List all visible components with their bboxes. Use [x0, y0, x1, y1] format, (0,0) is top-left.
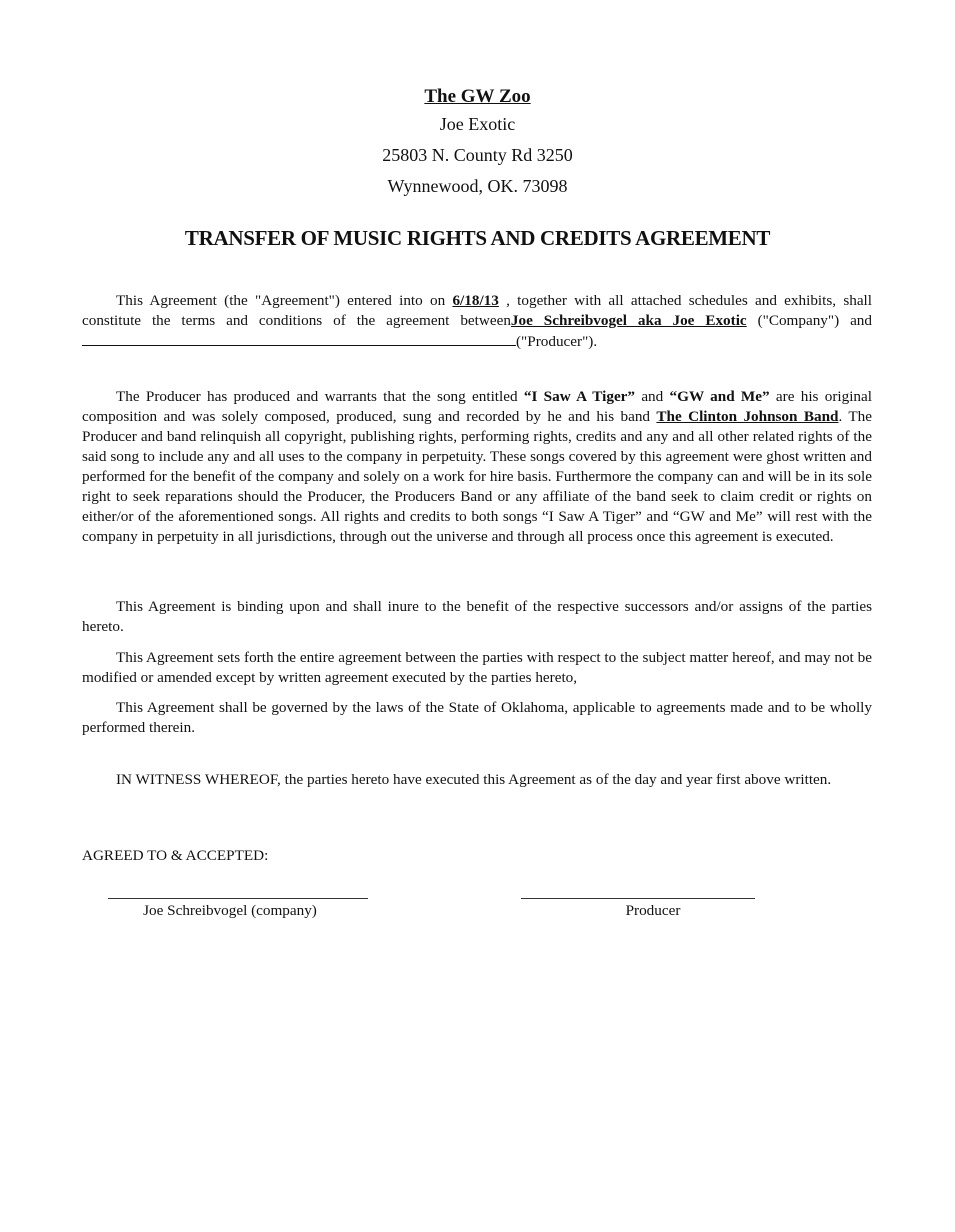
rights-text-3: are his original composition and was solely composed, produced, sung and recorded by he and his band [82, 388, 872, 425]
witness-paragraph [82, 770, 872, 790]
witness-text: IN WITNESS WHEREOF, the parties hereto have executed this Agreement as of the day and year first above written. [116, 771, 832, 788]
rights-text-1: The Producer has produced and warrants that the song entitled [116, 388, 524, 405]
entire-agreement-paragraph [82, 648, 872, 688]
intro-text-4: ("Producer"). [516, 333, 598, 350]
company-signature-label: Joe Schreibvogel (company) [143, 902, 317, 919]
company-name: Joe Schreibvogel aka Joe Exotic [510, 312, 747, 329]
rights-paragraph [82, 387, 872, 547]
street-address: 25803 N. County Rd 3250 [382, 145, 573, 165]
governing-law-paragraph [82, 698, 872, 738]
organization-name: The GW Zoo [424, 86, 531, 107]
binding-paragraph [82, 597, 872, 637]
intro-text-1: This Agreement (the "Agreement") entered into on [116, 292, 453, 309]
city-state-zip: Wynnewood, OK. 73098 [387, 176, 568, 196]
song-title-2: “GW and Me” [669, 388, 770, 405]
song-title-1: “I Saw A Tiger” [523, 388, 636, 405]
company-signature-line [108, 898, 368, 899]
producer-signature-label: Producer [625, 902, 681, 919]
rights-text-2: and [635, 388, 670, 405]
governing-law-text: This Agreement shall be governed by the laws of the State of Oklahoma, applicable to agreements made and to be wholly performed therein. [82, 699, 872, 736]
document-title: TRANSFER OF MUSIC RIGHTS AND CREDITS AGREEMENT [184, 226, 771, 250]
rights-text-4: . The Producer and band relinquish all copyright, publishing rights, performing rights, credits and any and all other related rights of the said song to include any and all uses to the company in perpetuity. These songs covered by this agreement were ghost written and performed for the benefit of the company and solely on a work for hire basis. Furthermore the company can and will be in its sole right to seek reparations should the Producer, the Producers Band or any affiliate of the band seek to claim credit or rights on either/or of the aforementioned songs. All rights and credits to both songs “I Saw A Tiger” and “GW and Me” will rest with the company in perpetuity in all jurisdictions, through out the universe and through all process once this agreement is executed. [82, 408, 873, 545]
contact-name: Joe Exotic [439, 114, 516, 134]
binding-text: This Agreement is binding upon and shall inure to the benefit of the respective successors and/or assigns of the parties hereto. [82, 598, 872, 635]
band-name: The Clinton Johnson Band [656, 408, 839, 425]
entire-agreement-text: This Agreement sets forth the entire agreement between the parties with respect to the subject matter hereof, and may not be modified or amended except by written agreement executed by the parties hereto, [82, 649, 872, 686]
producer-name-blank [82, 331, 516, 346]
producer-signature-line [521, 898, 755, 899]
organization-heading [0, 86, 955, 108]
intro-text-2: , together with all attached schedules and exhibits, shall constitute the terms and conditions of the agreement between [82, 292, 873, 329]
intro-paragraph [82, 291, 872, 352]
agreement-date: 6/18/13 [452, 292, 499, 309]
intro-text-3: ("Company") and [757, 312, 872, 329]
agreed-accepted-label: AGREED TO & ACCEPTED: [82, 847, 269, 864]
